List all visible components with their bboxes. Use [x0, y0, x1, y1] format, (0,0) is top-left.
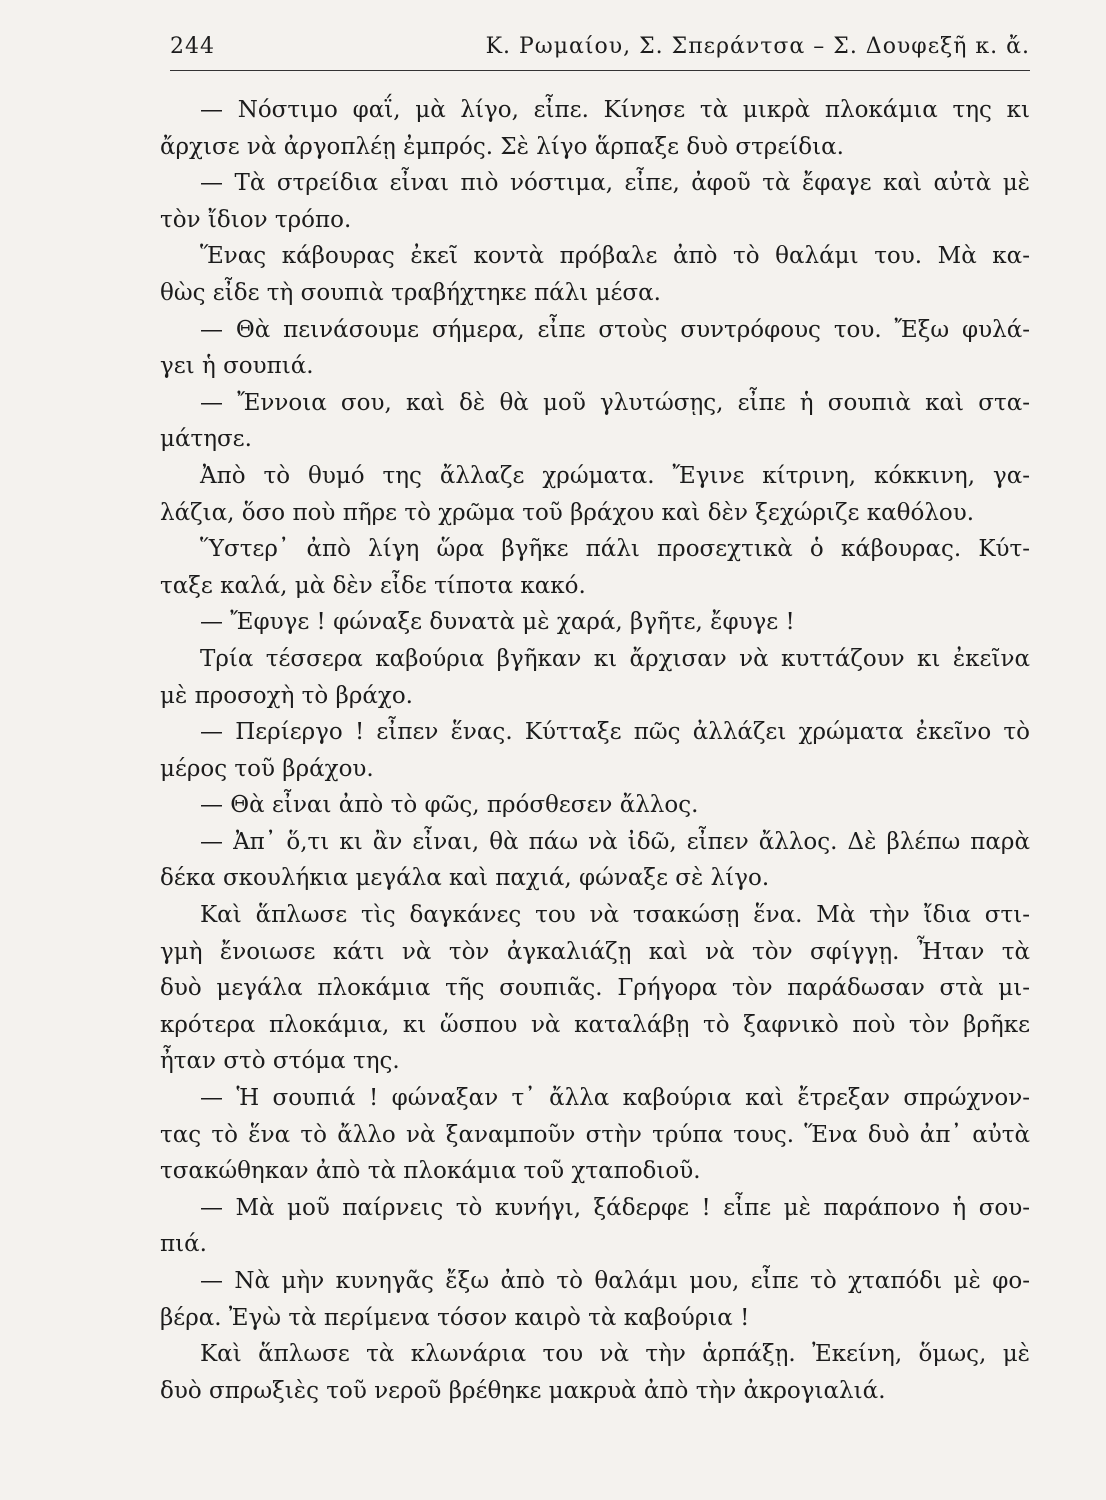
text-line: — Ἀπ᾿ ὅ,τι κι ἂν εἶναι, θὰ πάω νὰ ἰδῶ, εἶπεν ἄλλος. Δὲ βλέπω παρὰ — [200, 828, 1030, 855]
text-line: Ἕνας κάβουρας ἐκεῖ κοντὰ πρόβαλε ἀπὸ τὸ θαλάμι του. Μὰ κα- — [200, 243, 1030, 270]
text-line: — Ἡ σουπιά ! φώναξαν τ᾿ ἄλλα καβούρια καὶ ἔτρεξαν σπρώχνον- — [200, 1085, 1030, 1112]
text-line: — Ἔννοια σου, καὶ δὲ θὰ μοῦ γλυτώσῃς, εἶπε ἡ σουπιὰ καὶ στα- — [200, 389, 1030, 416]
text-line: βέρα. Ἐγὼ τὰ περίμενα τόσον καιρὸ τὰ καβούρια ! — [160, 1304, 750, 1331]
text-line: — Θὰ πεινάσουμε σήμερα, εἶπε στοὺς συντρόφους του. Ἔξω φυλά- — [200, 316, 1030, 343]
text-line: δέκα σκουλήκια μεγάλα καὶ παχιά, φώναξε σὲ λίγο. — [160, 865, 770, 892]
text-line: Ἀπὸ τὸ θυμό της ἄλλαζε χρώματα. Ἔγινε κίτρινη, κόκκινη, γα- — [200, 462, 1030, 489]
text-line: Καὶ ἅπλωσε τὰ κλωνάρια του νὰ τὴν ἁρπάξῃ. Ἐκείνη, ὅμως, μὲ — [200, 1341, 1030, 1368]
text-line: τσακώθηκαν ἀπὸ τὰ πλοκάμια τοῦ χταποδιοῦ. — [160, 1158, 701, 1185]
running-head: Κ. Ρωμαίου, Σ. Σπεράντσα – Σ. Δουφεξῆ κ. ἄ. — [485, 34, 1030, 59]
page-header — [170, 30, 1030, 71]
text-line: δυὸ σπρωξιὲς τοῦ νεροῦ βρέθηκε μακρυὰ ἀπὸ τὴν ἀκρογιαλιά. — [160, 1377, 886, 1404]
text-line: γει ἡ σουπιά. — [160, 353, 314, 380]
text-line: Ὕστερ᾿ ἀπὸ λίγη ὥρα βγῆκε πάλι προσεχτικὰ ὁ κάβουρας. Κύτ- — [200, 536, 1030, 563]
text-line: ἦταν στὸ στόμα της. — [160, 1048, 400, 1075]
text-line: τὸν ἴδιον τρόπο. — [160, 206, 352, 233]
page-number: 244 — [170, 34, 215, 59]
text-line: — Νὰ μὴν κυνηγᾶς ἔξω ἀπὸ τὸ θαλάμι μου, εἶπε τὸ χταπόδι μὲ φο- — [200, 1268, 1030, 1294]
text-line: κρότερα πλοκάμια, κι ὥσπου νὰ καταλάβῃ τὸ ξαφνικὸ ποὺ τὸν βρῆκε — [160, 1011, 1030, 1038]
text-line: — Μὰ μοῦ παίρνεις τὸ κυνήγι, ξάδερφε ! εἶπε μὲ παράπονο ἡ σου- — [200, 1194, 1030, 1221]
text-line: — Περίεργο ! εἶπεν ἕνας. Κύτταξε πῶς ἀλλάζει χρώματα ἐκεῖνο τὸ — [200, 719, 1030, 746]
text-line: μάτησε. — [160, 426, 252, 453]
text-line: ταξε καλά, μὰ δὲν εἶδε τίποτα κακό. — [160, 572, 586, 599]
text-line: θὼς εἶδε τὴ σουπιὰ τραβήχτηκε πάλι μέσα. — [160, 279, 661, 306]
text-line: ἄρχισε νὰ ἀργοπλέῃ ἐμπρός. Σὲ λίγο ἅρπαξε δυὸ στρείδια. — [160, 133, 844, 160]
text-line: — Θὰ εἶναι ἀπὸ τὸ φῶς, πρόσθεσεν ἄλλος. — [200, 792, 699, 819]
text-line: — Τὰ στρείδια εἶναι πιὸ νόστιμα, εἶπε, ἀφοῦ τὰ ἔφαγε καὶ αὐτὰ μὲ — [200, 170, 1030, 197]
text-line: — Νόστιμο φαΐ, μὰ λίγο, εἶπε. Κίνησε τὰ μικρὰ πλοκάμια της κι — [200, 97, 1030, 123]
text-line: λάζια, ὅσο ποὺ πῆρε τὸ χρῶμα τοῦ βράχου καὶ δὲν ξεχώριζε καθόλου. — [160, 499, 975, 526]
text-line: πιά. — [160, 1231, 207, 1258]
text-line: — Ἔφυγε ! φώναξε δυνατὰ μὲ χαρά, βγῆτε, ἔφυγε ! — [200, 609, 795, 636]
text-line: γμὴ ἔνοιωσε κάτι νὰ τὸν ἀγκαλιάζῃ καὶ νὰ τὸν σφίγγῃ. Ἦταν τὰ — [160, 938, 1030, 965]
text-line: Τρία τέσσερα καβούρια βγῆκαν κι ἄρχισαν νὰ κυττάζουν κι ἐκεῖνα — [200, 645, 1030, 672]
text-line: μὲ προσοχὴ τὸ βράχο. — [160, 682, 413, 709]
text-line: Καὶ ἅπλωσε τὶς δαγκάνες του νὰ τσακώσῃ ἕνα. Μὰ τὴν ἴδια στι- — [200, 902, 1030, 929]
text-line: δυὸ μεγάλα πλοκάμια τῆς σουπιᾶς. Γρήγορα τὸν παράδωσαν στὰ μι- — [160, 975, 1030, 1002]
text-line: τας τὸ ἕνα τὸ ἄλλο νὰ ξαναμποῦν στὴν τρύπα τους. Ἕνα δυὸ ἀπ᾿ αὐτὰ — [160, 1121, 1030, 1148]
text-line: μέρος τοῦ βράχου. — [160, 755, 374, 782]
body-text — [160, 92, 1030, 1409]
